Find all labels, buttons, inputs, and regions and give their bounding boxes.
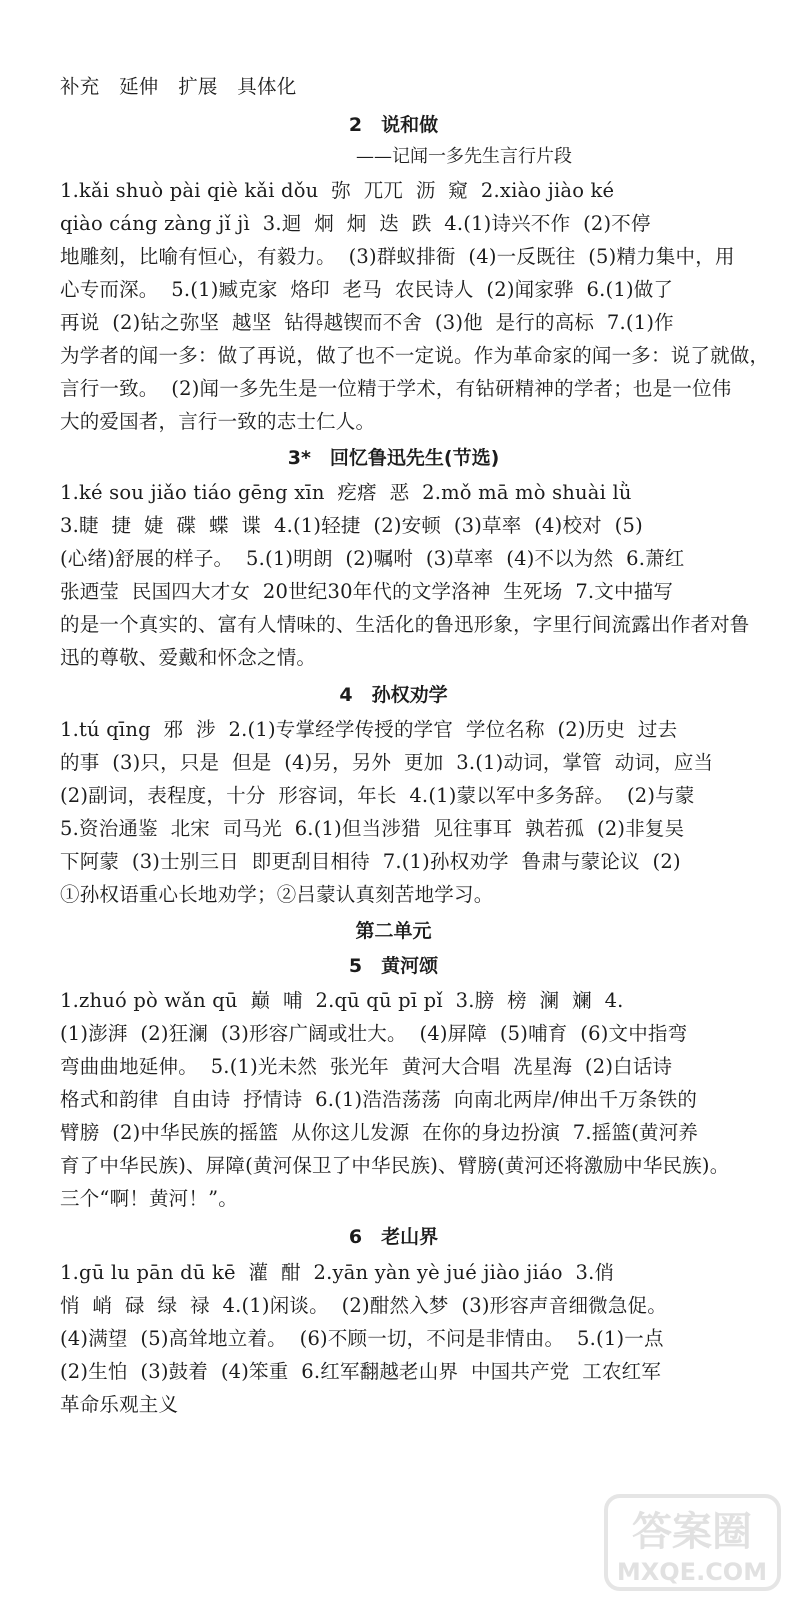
text-line: 1.gū lu pān dū kē 灌 酣 2.yān yàn yè jué jiào jiáo 3.俏 bbox=[60, 1261, 615, 1284]
text-line: 格式和韵律 自由诗 抒情诗 6.(1)浩浩荡荡 向南北两岸/伸出千万条铁的 bbox=[60, 1088, 698, 1111]
text-line: ①孙权语重心长地劝学；②吕蒙认真刻苦地学习。 bbox=[60, 883, 494, 906]
text-line: (2)生怕 (3)鼓着 (4)笨重 6.红军翻越老山界 中国共产党 工农红军 bbox=[60, 1360, 662, 1383]
section-title-5: 5 黄河颂 bbox=[348, 955, 439, 977]
text-line: (心绪)舒展的样子。 5.(1)明朗 (2)嘱咐 (3)草率 (4)不以为然 6.萧红 bbox=[60, 547, 685, 570]
watermark-bottom-text: MXQE.COM bbox=[616, 1558, 768, 1586]
text-line: 迅的尊敬、爱戴和怀念之情。 bbox=[60, 646, 317, 669]
section-subtitle-2: ——记闻一多先生言行片段 bbox=[356, 146, 572, 167]
unit-title: 第二单元 bbox=[355, 920, 432, 942]
text-line: 悄 峭 碌 绿 禄 4.(1)闲谈。 (2)酣然入梦 (3)形容声音细微急促。 bbox=[60, 1294, 667, 1317]
text-line: 1.ké sou jiǎo tiáo gēng xīn 疙瘩 恶 2.mǒ mā mò shuài lǜ bbox=[60, 481, 632, 504]
watermark-top-text: 答案圈 bbox=[632, 1509, 752, 1555]
intro-line: 补充 延伸 扩展 具体化 bbox=[60, 75, 297, 98]
text-line: 育了中华民族)、屏障(黄河保卫了中华民族)、臂膀(黄河还将激励中华民族)。 bbox=[60, 1154, 730, 1177]
text-line: 地雕刻，比喻有恒心，有毅力。 (3)群蚁排衙 (4)一反既往 (5)精力集中，用 bbox=[60, 245, 735, 268]
text-line: 心专而深。 5.(1)臧克家 烙印 老马 农民诗人 (2)闻家骅 6.(1)做了 bbox=[60, 278, 674, 301]
text-line: 再说 (2)钻之弥坚 越坚 钻得越锲而不舍 (3)他 是行的高标 7.(1)作 bbox=[60, 311, 674, 334]
text-line: 大的爱国者，言行一致的志士仁人。 bbox=[60, 410, 376, 433]
text-line: 的是一个真实的、富有人情味的、生活化的鲁迅形象，字里行间流露出作者对鲁 bbox=[60, 613, 750, 636]
text-line: (1)澎湃 (2)狂澜 (3)形容广阔或壮大。 (4)屏障 (5)哺育 (6)文中指弯 bbox=[60, 1022, 688, 1045]
text-line: 1.zhuó pò wǎn qū 巅 哺 2.qū qū pī pǐ 3.膀 榜 澜 斓 4. bbox=[60, 989, 624, 1012]
section-title-4: 4 孙权劝学 bbox=[339, 684, 448, 706]
text-line: 1.tú qīng 邪 涉 2.(1)专掌经学传授的学官 学位名称 (2)历史 过去 bbox=[60, 718, 678, 741]
text-line: 3.睫 捷 婕 碟 蝶 谍 4.(1)轻捷 (2)安顿 (3)草率 (4)校对 (5) bbox=[60, 514, 643, 537]
section-title-3: 3* 回忆鲁迅先生(节选) bbox=[287, 447, 500, 469]
section-title-2: 2 说和做 bbox=[348, 114, 439, 136]
text-line: 的事 (3)只，只是 但是 (4)另，另外 更加 3.(1)动词，掌管 动词，应当 bbox=[60, 751, 714, 774]
text-line: qiào cáng zàng jǐ jì 3.迴 炯 炯 迭 跌 4.(1)诗兴不作 (2)不停 bbox=[60, 212, 651, 235]
text-line: 张迺莹 民国四大才女 20世纪30年代的文学洛神 生死场 7.文中描写 bbox=[60, 580, 674, 603]
text-line: 弯曲曲地延伸。 5.(1)光未然 张光年 黄河大合唱 冼星海 (2)白话诗 bbox=[60, 1055, 673, 1078]
text-line: 下阿蒙 (3)士别三日 即更刮目相待 7.(1)孙权劝学 鲁肃与蒙论议 (2) bbox=[60, 850, 681, 873]
text-line: 臂膀 (2)中华民族的摇篮 从你这儿发源 在你的身边扮演 7.摇篮(黄河养 bbox=[60, 1121, 699, 1144]
text-line: 5.资治通鉴 北宋 司马光 6.(1)但当涉猎 见往事耳 孰若孤 (2)非复吴 bbox=[60, 817, 685, 840]
text-line: (2)副词，表程度，十分 形容词，年长 4.(1)蒙以军中多务辞。 (2)与蒙 bbox=[60, 784, 695, 807]
text-line: 三个“啊！黄河！”。 bbox=[60, 1187, 238, 1210]
text-line: 革命乐观主义 bbox=[60, 1393, 179, 1416]
text-line: 1.kǎi shuò pài qiè kǎi dǒu 弥 兀兀 沥 窥 2.xiào jiào ké bbox=[60, 179, 615, 202]
watermark-logo bbox=[600, 1490, 785, 1595]
section-title-6: 6 老山界 bbox=[348, 1226, 439, 1248]
text-line: 言行一致。 (2)闻一多先生是一位精于学术，有钻研精神的学者；也是一位伟 bbox=[60, 377, 732, 400]
text-line: (4)满望 (5)高耸地立着。 (6)不顾一切，不问是非情由。 5.(1)一点 bbox=[60, 1327, 664, 1350]
text-line: 为学者的闻一多：做了再说，做了也不一定说。作为革命家的闻一多：说了就做， bbox=[60, 344, 770, 367]
